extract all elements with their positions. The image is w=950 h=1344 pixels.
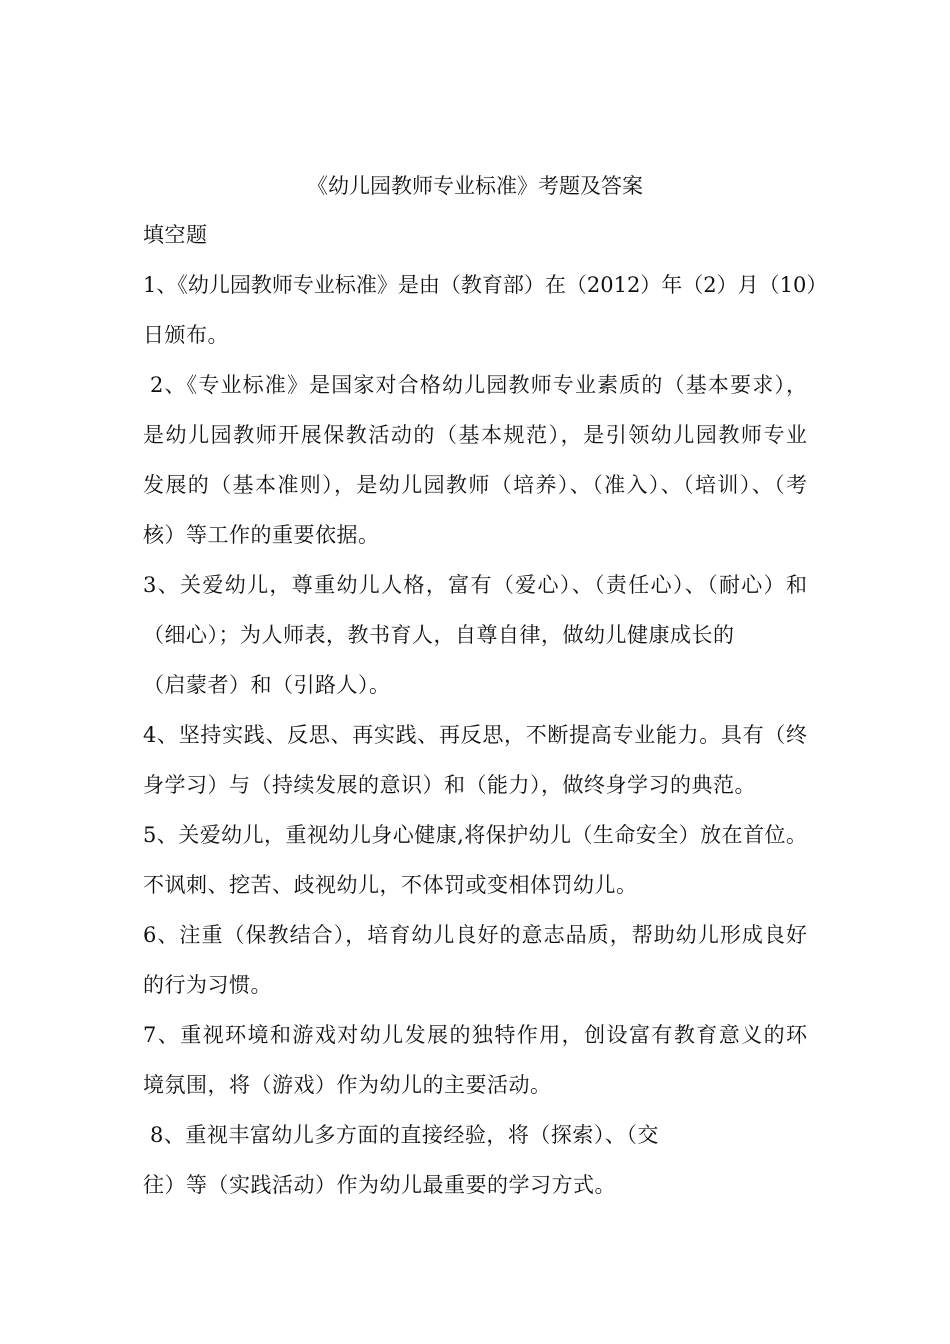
question-3-line-1: 3、关爱幼儿，尊重幼儿人格，富有（爱心）、（责任心）、（耐心）和 bbox=[143, 573, 807, 597]
question-4-line-1: 4、坚持实践、反思、再实践、再反思，不断提高专业能力。具有（终 bbox=[143, 723, 807, 747]
question-8-line-2: 往）等（实践活动）作为幼儿最重要的学习方式。 bbox=[143, 1173, 616, 1197]
question-6-line-2: 的行为习惯。 bbox=[143, 973, 272, 997]
question-5-line-1: 5、关爱幼儿，重视幼儿身心健康,将保护幼儿（生命安全）放在首位。 bbox=[143, 823, 807, 847]
question-2-line-3: 发展的（基本准则），是幼儿园教师（培养）、（准入）、（培训）、（考 bbox=[143, 473, 807, 497]
question-2-line-4: 核）等工作的重要依据。 bbox=[143, 523, 380, 547]
question-2-line-1: 2、《专业标准》是国家对合格幼儿园教师专业素质的（基本要求）， bbox=[150, 373, 807, 397]
question-8-line-1: 8、重视丰富幼儿多方面的直接经验，将（探索）、（交 bbox=[150, 1123, 659, 1147]
question-7-line-1: 7、重视环境和游戏对幼儿发展的独特作用，创设富有教育意义的环 bbox=[143, 1023, 807, 1047]
question-5-line-2: 不讽刺、挖苦、歧视幼儿，不体罚或变相体罚幼儿。 bbox=[143, 873, 638, 897]
question-1-line-1: 1、《幼儿园教师专业标准》是由（教育部）在（2012）年（2）月（10） bbox=[143, 273, 828, 297]
question-2-line-2: 是幼儿园教师开展保教活动的（基本规范），是引领幼儿园教师专业 bbox=[143, 423, 807, 447]
question-7-line-2: 境氛围，将（游戏）作为幼儿的主要活动。 bbox=[143, 1073, 552, 1097]
question-3-line-3: （启蒙者）和（引路人）。 bbox=[143, 673, 391, 697]
question-6-line-1: 6、注重（保教结合），培育幼儿良好的意志品质，帮助幼儿形成良好 bbox=[143, 923, 807, 947]
document-title: 《幼儿园教师专业标准》考题及答案 bbox=[307, 174, 643, 198]
question-4-line-2: 身学习）与（持续发展的意识）和（能力），做终身学习的典范。 bbox=[143, 773, 756, 797]
question-1-line-2: 日颁布。 bbox=[143, 323, 229, 347]
question-3-line-2: （细心）；为人师表，教书育人，自尊自律，做幼儿健康成长的 bbox=[143, 623, 735, 647]
section-heading: 填空题 bbox=[143, 223, 208, 247]
